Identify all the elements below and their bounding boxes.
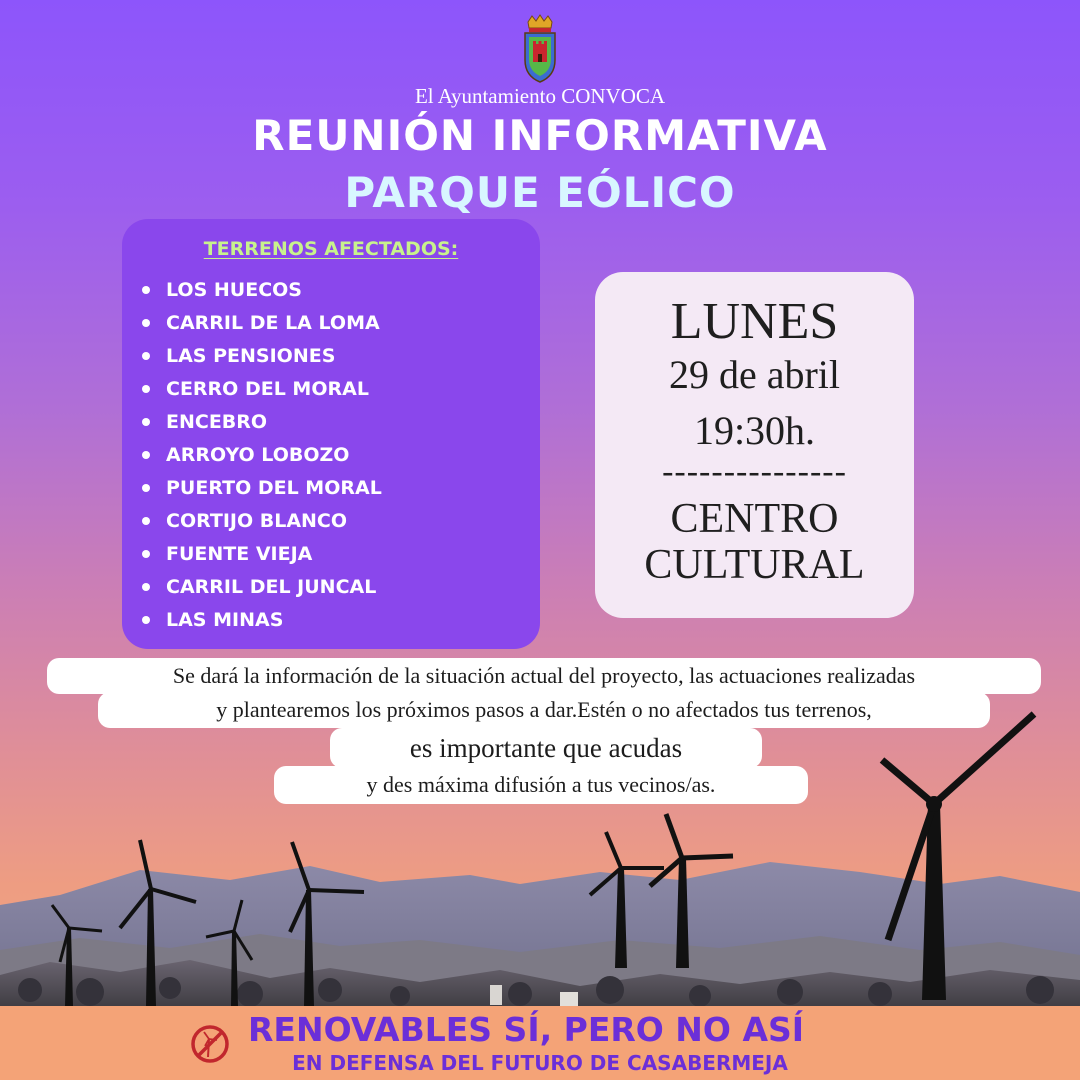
list-item <box>142 604 382 637</box>
affected-lands-panel <box>122 219 540 649</box>
event-day: LUNES <box>670 293 839 350</box>
event-time: 19:30h. <box>693 408 816 453</box>
list-item <box>142 306 382 339</box>
list-item-label: CORTIJO BLANCO <box>166 510 348 533</box>
list-item-label: ENCEBRO <box>166 410 268 433</box>
bullet-icon <box>142 517 150 525</box>
message-line: y plantearemos los próximos pasos a dar.Estén o no afectados tus terrenos, <box>98 692 990 728</box>
list-item <box>142 571 382 604</box>
list-item-label: FUENTE VIEJA <box>166 543 313 566</box>
list-item-label: CARRIL DE LA LOMA <box>166 311 380 334</box>
bullet-icon <box>142 319 150 327</box>
list-item <box>142 405 382 438</box>
list-item-label: CERRO DEL MORAL <box>166 377 369 400</box>
separator-line: --------------- <box>662 453 847 490</box>
list-item <box>142 538 382 571</box>
list-item <box>142 438 382 471</box>
event-date: 29 de abril <box>668 352 841 397</box>
list-item <box>142 339 382 372</box>
list-item-label: LAS PENSIONES <box>166 344 336 367</box>
bullet-icon <box>142 616 150 624</box>
message-highlight: es importante que acudas <box>330 728 762 768</box>
list-item <box>142 505 382 538</box>
page-subtitle: PARQUE EÓLICO <box>344 168 736 217</box>
event-place-line2: CULTURAL <box>644 542 865 588</box>
list-item-label: CARRIL DEL JUNCAL <box>166 576 377 599</box>
banner-tagline: EN DEFENSA DEL FUTURO DE CASABERMEJA <box>292 1051 788 1075</box>
bullet-icon <box>142 550 150 558</box>
page-title: REUNIÓN INFORMATIVA <box>252 111 828 160</box>
list-item-label: LAS MINAS <box>166 609 284 632</box>
coat-of-arms-icon <box>520 14 560 84</box>
bullet-icon <box>142 418 150 426</box>
message-line: y des máxima difusión a tus vecinos/as. <box>274 766 808 804</box>
list-item <box>142 273 382 306</box>
event-place-line1: CENTRO <box>670 496 839 542</box>
message-line: Se dará la información de la situación actual del proyecto, las actuaciones realizadas <box>47 658 1041 694</box>
bottom-banner <box>0 1006 1080 1080</box>
list-item <box>142 372 382 405</box>
bullet-icon <box>142 286 150 294</box>
banner-slogan: RENOVABLES SÍ, PERO NO ASÍ <box>248 1010 805 1049</box>
list-item-label: ARROYO LOBOZO <box>166 444 350 467</box>
event-info-box <box>595 272 914 618</box>
affected-lands-list <box>142 273 382 637</box>
building <box>560 992 578 1006</box>
bullet-icon <box>142 385 150 393</box>
affected-lands-heading: TERRENOS AFECTADOS: <box>203 238 459 260</box>
list-item-label: PUERTO DEL MORAL <box>166 477 382 500</box>
list-item-label: LOS HUECOS <box>166 278 302 301</box>
convoca-text: El Ayuntamiento CONVOCA <box>414 84 666 108</box>
bullet-icon <box>142 451 150 459</box>
bullet-icon <box>142 352 150 360</box>
list-item <box>142 472 382 505</box>
bullet-icon <box>142 484 150 492</box>
bullet-icon <box>142 583 150 591</box>
building <box>490 985 502 1005</box>
